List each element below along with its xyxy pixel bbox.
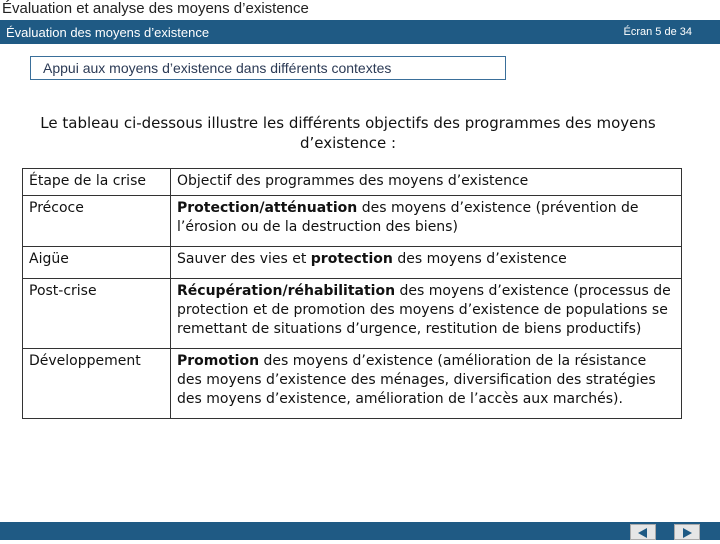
- objective-cell: [171, 196, 682, 247]
- module-header: [0, 20, 720, 44]
- objective-keyword: Récupération/réhabilitation: [177, 283, 396, 299]
- stage-cell: Précoce: [23, 196, 171, 247]
- table-row: [23, 196, 682, 247]
- next-arrow-icon: [675, 526, 699, 540]
- footer-bar: [0, 522, 720, 540]
- objective-cell: [171, 279, 682, 349]
- objective-cell: [171, 349, 682, 419]
- table-row: [23, 247, 682, 279]
- screen-counter: Écran 5 de 34: [623, 26, 692, 38]
- intro-text: Le tableau ci-dessous illustre les différents objectifs des programmes des moyens d’existence :: [40, 114, 656, 152]
- objective-text: des moyens d’existence (amélioration de la résistance des moyens d’existence des ménages, diversification des stratégies des moyens d’existence, amélioration de l’accès aux marchés).: [177, 353, 656, 407]
- course-title: Évaluation et analyse des moyens d’existence: [2, 0, 309, 17]
- top-bar: [0, 0, 720, 20]
- objective-keyword: protection: [310, 251, 393, 267]
- objectives-table: [22, 168, 682, 419]
- table-header-row: [23, 169, 682, 196]
- previous-screen-button[interactable]: [630, 524, 656, 540]
- table-row: [23, 349, 682, 419]
- section-subtitle-text: Appui aux moyens d’existence dans différents contextes: [43, 60, 392, 76]
- header-objective: Objectif des programmes des moyens d’existence: [171, 169, 682, 196]
- objective-prefix: Sauver des vies et: [177, 251, 311, 267]
- prev-arrow-icon: [631, 526, 655, 540]
- objective-text: des moyens d’existence (prévention de l’érosion ou de la destruction des biens): [177, 200, 639, 235]
- objective-text: des moyens d’existence: [392, 251, 567, 267]
- next-screen-button[interactable]: [674, 524, 700, 540]
- section-subtitle: [30, 56, 506, 80]
- table-row: [23, 279, 682, 349]
- stage-cell: Développement: [23, 349, 171, 419]
- stage-cell: Aigüe: [23, 247, 171, 279]
- objective-cell: [171, 247, 682, 279]
- objective-text: des moyens d’existence (processus de protection et de promotion des moyens d’existence de populations se remettant de situations d’urgence, restitution de biens productifs): [177, 283, 671, 337]
- module-title: Évaluation des moyens d’existence: [6, 25, 210, 40]
- objective-keyword: Protection/atténuation: [177, 200, 358, 216]
- header-stage: Étape de la crise: [23, 169, 171, 196]
- stage-cell: Post-crise: [23, 279, 171, 349]
- objective-keyword: Promotion: [177, 353, 260, 369]
